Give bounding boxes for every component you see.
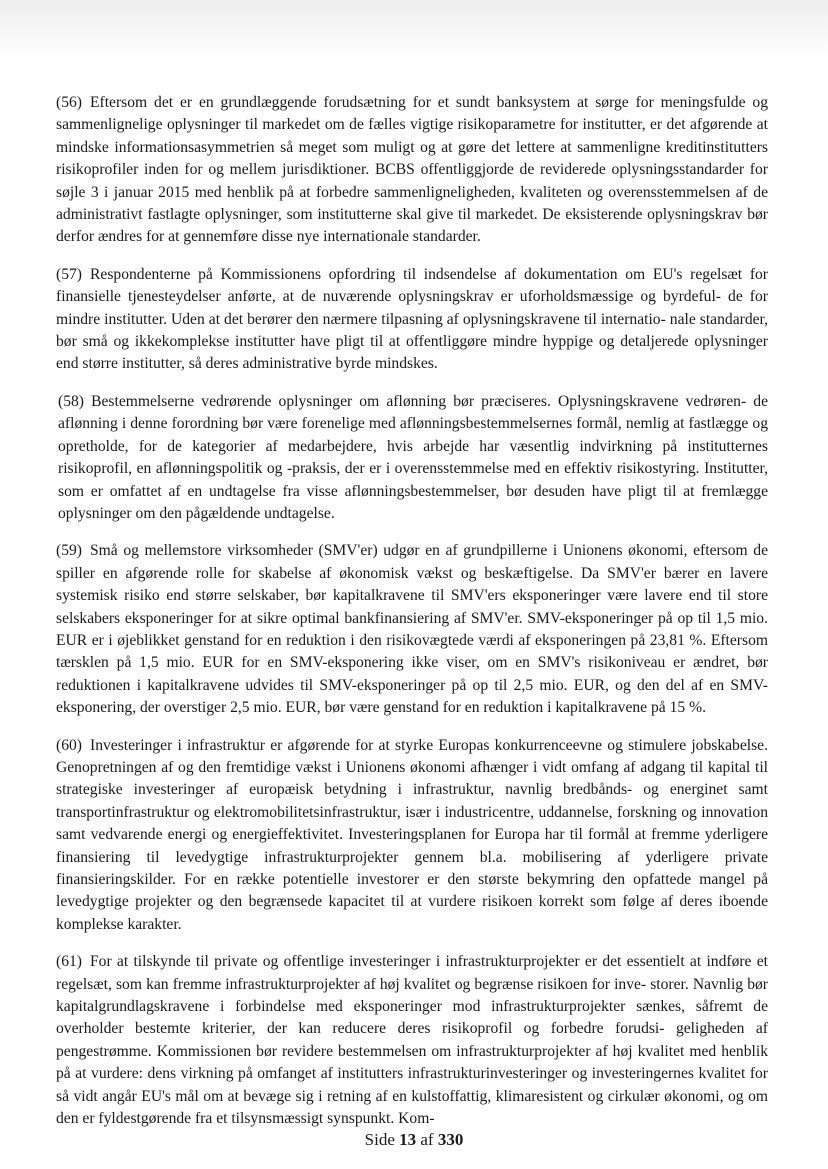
paragraph-56 <box>56 92 768 249</box>
footer-prefix: Side <box>364 1130 400 1149</box>
total-pages-number: 330 <box>437 1130 464 1149</box>
paragraph-number: (61) <box>56 953 82 971</box>
current-page-number: 13 <box>399 1130 417 1149</box>
paragraph-60 <box>56 735 768 937</box>
paragraph-text: (58) Bestemmelserne vedrørende oplysninger om aflønning bør præciseres. Oplysningskravene vedrøren- de aflønning i denne forordning bør være forenelige med aflønningsbestemmelsernes formål, nemlig at fastlægge og opretholde, for de kategorier af medarbejdere, hvis arbejde har væsentlig indvirkning på institutternes risikoprofil, en aflønningspolitik og -praksis, der er i overensstemmelse med en effektiv risikostyring. Institutter, som er omfattet af en undtagelse fra visse aflønningsbestemmelser, bør desuden have pligt til at fremlægge oplysninger om den pågældende undtagelse. <box>58 392 768 522</box>
paragraph-number: (59) <box>56 542 82 560</box>
paragraph-57 <box>56 264 768 376</box>
paragraph-58 <box>58 391 768 525</box>
paragraph-number: (60) <box>56 736 82 754</box>
paragraph-text: Små og mellemstore virksomheder (SMV'er) udgør en af grundpillerne i Unionens økonomi, eftersom de spiller en afgørende rolle for skabelse af økonomisk vækst og beskæftigelse. Da SMV'er bærer en lavere systemisk risiko end større selskaber, bør kapitalkravene til SMV'ers eksponeringer være lavere end til store selskabers eksponeringer for at sikre optimal bankfinansiering af SMV'er. SMV-eksponeringer på op til 1,5 mio. EUR er i øjeblikket genstand for en reduktion i den risikovægtede værdi af eksponeringen på 23,81 %. Eftersom tærsklen på 1,5 mio. EUR for en SMV-eksponering ikke viser, om en SMV's risikoniveau er ændret, bør reduktionen i kapitalkravene udvides til SMV-eksponeringer på op til 2,5 mio. EUR, og den del af en SMV-eksponering, der overstiger 2,5 mio. EUR, bør være genstand for en reduktion i kapitalkravene på 15 %. <box>56 542 768 717</box>
footer-middle: af <box>416 1130 438 1149</box>
paragraph-text: Investeringer i infrastruktur er afgørende for at styrke Europas konkurrenceevne og stimulere jobskabelse. Genopretningen af og den fremtidige vækst i Unionens økonomi afhænger i vidt omfang af adgang til kapital til strategiske investeringer af europæisk betydning i infrastruktur, navnlig bredbånds- og energinet samt transportinfrastruktur og elektromobilitetsinfrastruktur, især i industricentre, uddannelse, forskning og innovation samt vedvarende energi og energieffektivitet. Investeringsplanen for Europa har til formål at fremme yderligere finansiering til levedygtige infrastrukturprojekter gennem bl.a. mobilisering af yderligere private finansieringskilder. For en række potentielle investorer er den største bekymring den opfattede mangel på levedygtige projekter og den begrænsede kapacitet til at vurdere risikoen korrekt som følge af deres iboende komplekse karakter. <box>56 736 768 933</box>
paragraph-text: Eftersom det er en grundlæggende forudsætning for et sundt banksystem at sørge for meningsfulde og sammenlignelige oplysninger til markedet om de fælles vigtige risikoparametre for institutter, er det afgørende at mindske informationsasymmetrien så meget som muligt og at gøre det lettere at sammenlignе kreditinstitutters risikoprofiler inden for og mellem jurisdiktioner. BCBS offentliggjorde de reviderede oplysningsstandarder for søjle 3 i januar 2015 med henblik på at forbedre sammenligneligheden, kvaliteten og overensstemmelsen af de administrativt fastlagte oplysninger, som institutterne skal give til markedet. De eksisterende oplysningskrav bør derfor ændres for at gennemføre disse nye internationale standarder. <box>56 94 768 246</box>
paragraph-number: (56) <box>56 94 82 111</box>
paragraph-61 <box>56 951 768 1130</box>
paragraph-59 <box>56 540 768 719</box>
scan-top-shadow <box>0 0 828 60</box>
page-footer <box>0 1130 828 1150</box>
paragraph-text: Respondenterne på Kommissionens opfordring til indsendelse af dokumentation om EU's regelsæt for finansielle tjenesteydelser anførte, at de nuværende oplysningskrav er uforholdsmæssige og byrdeful- de for mindre institutter. Uden at det berører den nærmere tilpasning af oplysningskravene til internatio- nale standarder, bør små og ikkekomplekse institutter have pligt til at offentliggøre mindre hyppige og detaljerede oplysninger end større institutter, så deres administrative byrde mindskes. <box>56 265 768 373</box>
document-body <box>56 92 768 1145</box>
paragraph-text: For at tilskynde til private og offentlige investeringer i infrastrukturprojekter er det essentielt at indføre et regelsæt, som kan fremme infrastrukturprojekter af høj kvalitet og begrænse risikoen for inve- storer. Navnlig bør kapitalgrundlagskravene i forbindelse med eksponeringer mod infrastrukturprojekter sænkes, såfremt de overholder bestemte kriterier, der kan reducere deres risikoprofil og forbedre forudsi- geligheden af pengestrømme. Kommissionen bør revidere bestemmelsen om infrastrukturprojekter af høj kvalitet med henblik på at vurdere: dens virkning på omfanget af institutters infrastrukturinvesteringer og investeringernes kvalitet for så vidt angår EU's mål om at bevæge sig i retning af en kulstoffattig, klimaresistent og cirkulær økonomi, og om den er fyldestgørende fra et tilsynsmæssigt synspunkt. Kom- <box>56 953 768 1128</box>
paragraph-number: (57) <box>56 265 82 283</box>
